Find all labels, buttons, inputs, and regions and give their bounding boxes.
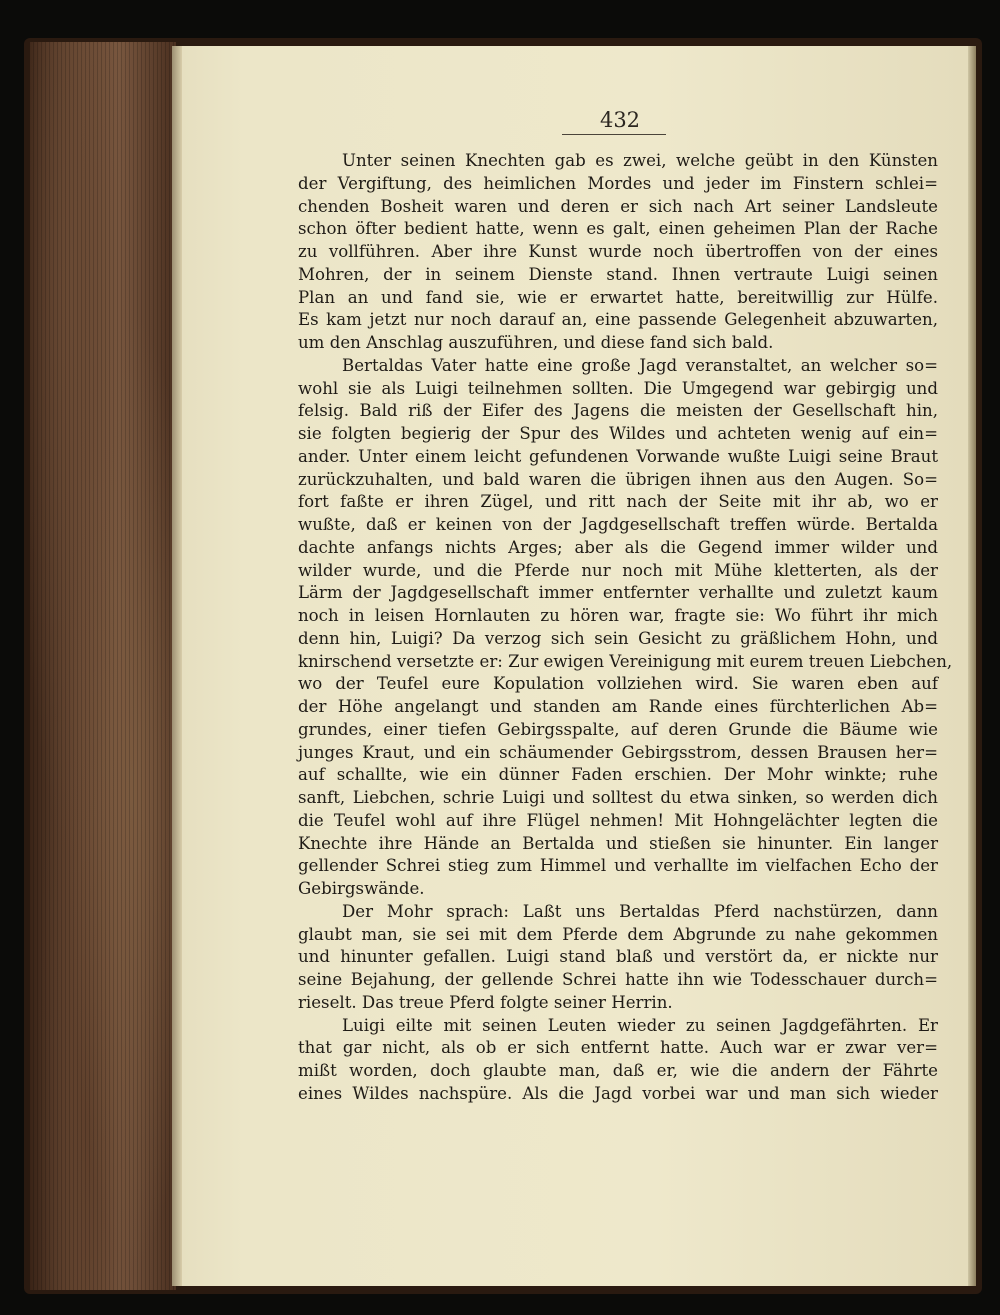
text-line: chenden Bosheit waren und deren er sich nach Art seiner Landsleute bbox=[298, 196, 938, 216]
text-line: wohl sie als Luigi teilnehmen sollten. Die Umgegend war gebirgig und bbox=[298, 378, 938, 398]
text-line: rieselt. Das treue Pferd folgte seiner Herrin. bbox=[298, 992, 673, 1012]
page-number: 432 bbox=[599, 108, 641, 132]
text-line: Bertaldas Vater hatte eine große Jagd veranstaltet, an welcher so= bbox=[342, 355, 938, 375]
text-line: Unter seinen Knechten gab es zwei, welche geübt in den Künsten bbox=[342, 151, 938, 170]
text-line: wilder wurde, und die Pferde nur noch mit Mühe kletterten, als der bbox=[298, 560, 938, 580]
text-line: sie folgten begierig der Spur des Wildes und achteten wenig auf ein= bbox=[298, 424, 938, 443]
text-line: dachte anfangs nichts Arges; aber als die Gegend immer wilder und bbox=[298, 537, 938, 557]
text-line: die Teufel wohl auf ihre Flügel nehmen! Mit Hohngelächter legten die bbox=[298, 810, 938, 830]
text-line: eines Wildes nachspüre. Als die Jagd vorbei war und man sich wieder bbox=[298, 1083, 938, 1103]
text-line: denn hin, Luigi? Da verzog sich sein Gesicht zu gräßlichem Hohn, und bbox=[298, 628, 938, 648]
text-line: wußte, daß er keinen von der Jagdgesellschaft treffen würde. Bertalda bbox=[298, 515, 938, 534]
text-line: Plan an und fand sie, wie er erwartet hatte, bereitwillig zur Hülfe. bbox=[298, 287, 938, 307]
page-stack bbox=[172, 46, 182, 1286]
text-line: glaubt man, sie sei mit dem Pferde dem Abgrunde zu nahe gekommen bbox=[298, 924, 938, 944]
text-line: um den Anschlag auszuführen, und diese fand sich bald. bbox=[298, 333, 774, 352]
text-line: noch in leisen Hornlauten zu hören war, fragte sie: Wo führt ihr mich bbox=[298, 606, 938, 625]
text-line: that gar nicht, als ob er sich entfernt hatte. Auch war er zwar ver= bbox=[298, 1038, 938, 1058]
marbled-page-edge bbox=[30, 42, 176, 1290]
page-number-rule bbox=[562, 134, 666, 135]
text-line: mißt worden, doch glaubte man, daß er, wie die andern der Fährte bbox=[298, 1061, 938, 1080]
text-line: Mohren, der in seinem Dienste stand. Ihnen vertraute Luigi seinen bbox=[298, 264, 938, 284]
text-line: fort faßte er ihren Zügel, und ritt nach der Seite mit ihr ab, wo er bbox=[298, 492, 938, 512]
text-line: der Höhe angelangt und standen am Rande eines fürchterlichen Ab= bbox=[298, 697, 938, 716]
text-line: schon öfter bedient hatte, wenn es galt, einen geheimen Plan der Rache bbox=[298, 219, 938, 239]
text-line: Der Mohr sprach: Laßt uns Bertaldas Pferd nachstürzen, dann bbox=[342, 901, 938, 921]
text-line: der Vergiftung, des heimlichen Mordes und jeder im Finstern schlei= bbox=[298, 173, 938, 193]
text-line: junges Kraut, und ein schäumender Gebirgsstrom, dessen Brausen her= bbox=[298, 742, 938, 762]
text-line: wo der Teufel eure Kopulation vollziehen wird. Sie waren eben auf bbox=[298, 674, 938, 694]
text-line: zurückzuhalten, und bald waren die übrigen ihnen aus den Augen. So= bbox=[298, 469, 938, 489]
text-line: felsig. Bald riß der Eifer des Jagens die meisten der Gesellschaft hin, bbox=[298, 401, 938, 421]
text-line: knirschend versetzte er: Zur ewigen Vereinigung mit eurem treuen Liebchen, bbox=[298, 651, 953, 671]
text-line: Knechte ihre Hände an Bertalda und stießen sie hinunter. Ein langer bbox=[298, 833, 938, 853]
text-line: Lärm der Jagdgesellschaft immer entfernter verhallte und zuletzt kaum bbox=[298, 583, 938, 603]
text-line: Luigi eilte mit seinen Leuten wieder zu seinen Jagdgefährten. Er bbox=[342, 1015, 938, 1035]
text-line: auf schallte, wie ein dünner Faden erschien. Der Mohr winkte; ruhe bbox=[298, 765, 938, 785]
text-line: zu vollführen. Aber ihre Kunst wurde noch übertroffen von der eines bbox=[298, 242, 938, 261]
text-line: grundes, einer tiefen Gebirgsspalte, auf deren Grunde die Bäume wie bbox=[298, 719, 938, 739]
text-line: gellender Schrei stieg zum Himmel und verhallte im vielfachen Echo der bbox=[298, 856, 938, 876]
body-text bbox=[298, 150, 953, 1106]
text-line: sanft, Liebchen, schrie Luigi und solltest du etwa sinken, so werden dich bbox=[298, 788, 938, 807]
text-line: Gebirgswände. bbox=[298, 879, 425, 898]
page-right-edge bbox=[968, 46, 976, 1286]
text-line: und hinunter gefallen. Luigi stand blaß und verstört da, er nickte nur bbox=[298, 947, 938, 967]
text-line: seine Bejahung, der gellende Schrei hatte ihn wie Todesschauer durch= bbox=[298, 970, 938, 989]
text-line: Es kam jetzt nur noch darauf an, eine passende Gelegenheit abzuwarten, bbox=[298, 310, 938, 330]
text-line: ander. Unter einem leicht gefundenen Vorwande wußte Luigi seine Braut bbox=[298, 446, 938, 466]
